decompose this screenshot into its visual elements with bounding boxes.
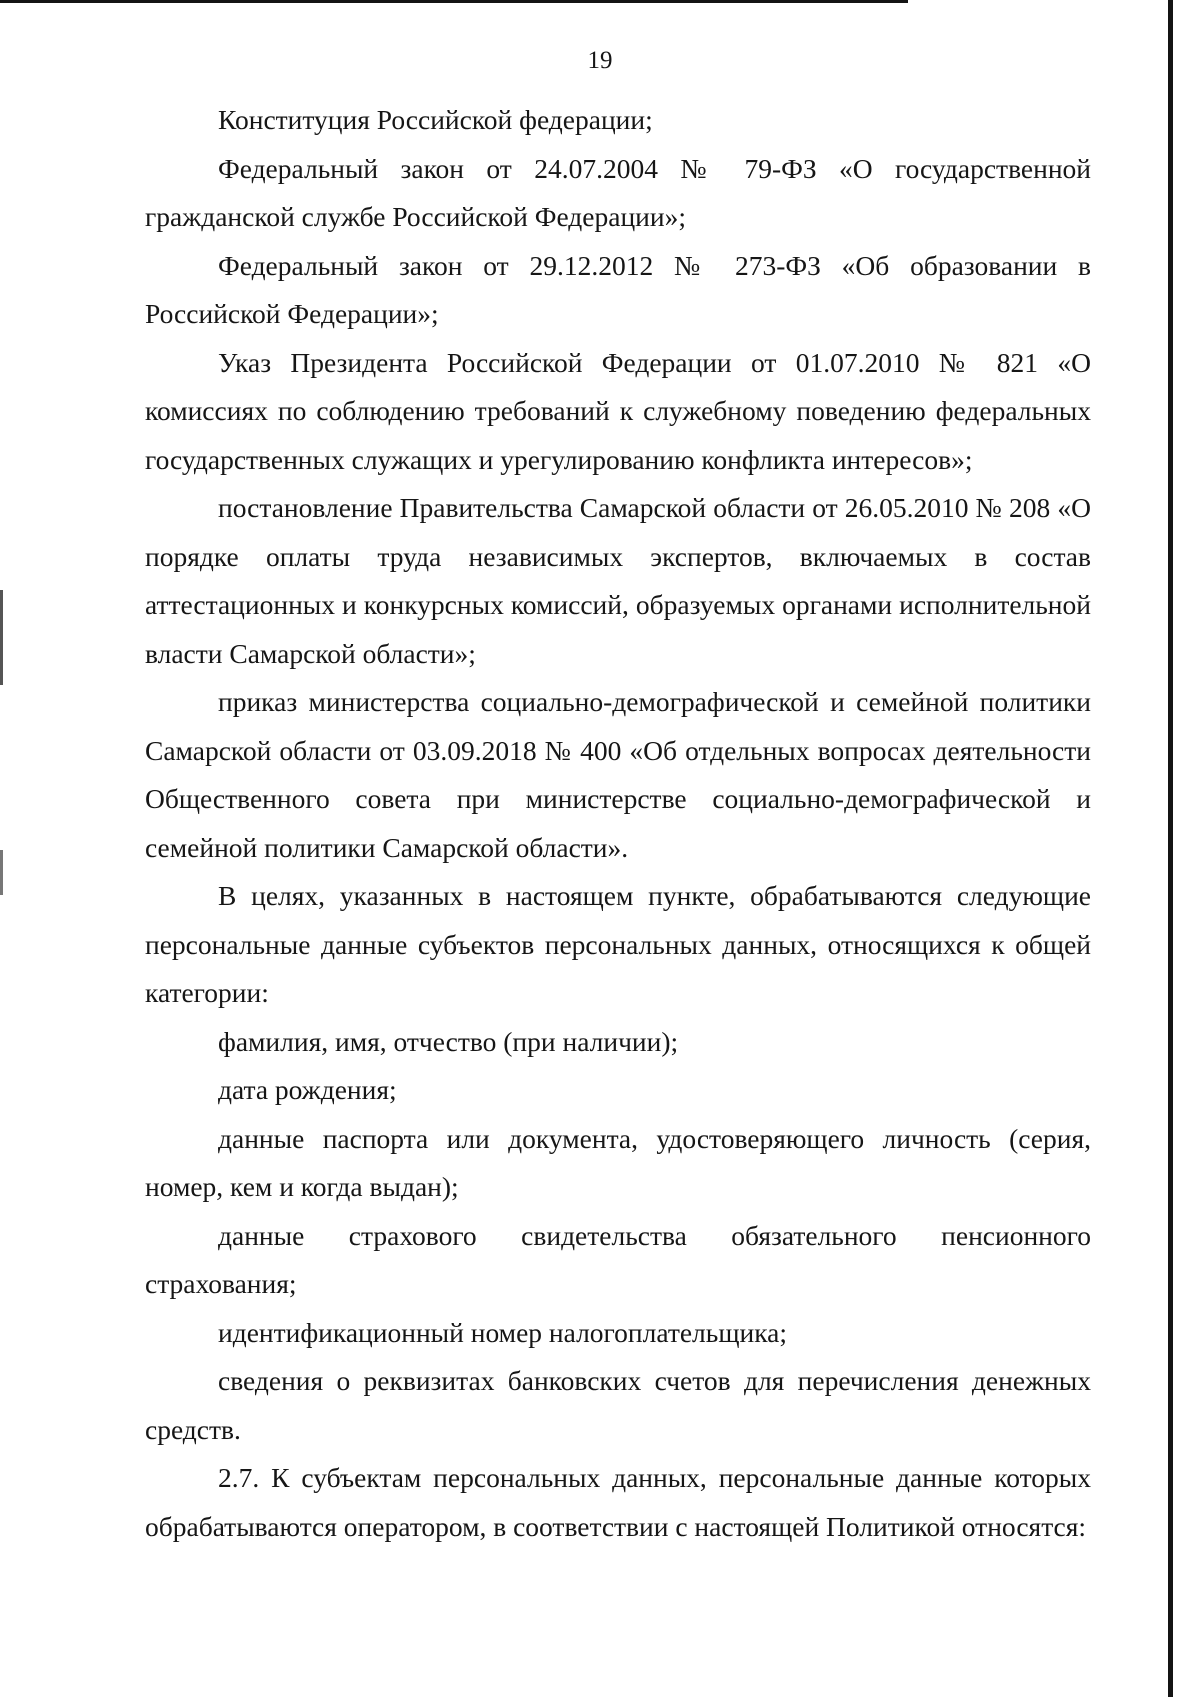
list-item-taxpayer-number: идентификационный номер налогоплательщика; — [218, 1316, 788, 1348]
scan-border-right — [1168, 0, 1173, 1697]
document-body — [145, 96, 1091, 1551]
paragraph-constitution: Конституция Российской федерации; — [218, 104, 653, 135]
page-number: 19 — [587, 47, 613, 74]
paragraph-government-resolution-208: постановление Правительства Самарской области от 26.05.2010 № 208 «О порядке оплаты труда независимых экспертов, включаемых в состав аттестационных и конкурсных комиссий, образуемых органами исполнительной власти Самарской области»; — [145, 492, 1091, 669]
paragraph-section-2-7: 2.7. К субъектам персональных данных, персональные данные которых обрабатываются оператором, в соответствии с настоящей Политикой относятся: — [145, 1462, 1091, 1542]
list-item-birth-date: дата рождения; — [218, 1074, 397, 1105]
paragraph-federal-law-273: Федеральный закон от 29.12.2012 № 273-ФЗ «Об образовании в Российской Федерации»; — [145, 249, 1091, 329]
list-item-full-name: фамилия, имя, отчество (при наличии); — [218, 1025, 679, 1057]
list-item-passport: данные паспорта или документа, удостоверяющего личность (серия, номер, кем и когда выдан); — [145, 1122, 1091, 1202]
list-item-pension-insurance: данные страхового свидетельства обязательного пенсионного страхования; — [145, 1219, 1091, 1299]
paragraph-federal-law-79: Федеральный закон от 24.07.2004 № 79-ФЗ «О государственной гражданской службе Российской Федерации»; — [145, 152, 1091, 232]
paragraph-purposes-intro: В целях, указанных в настоящем пункте, обрабатываются следующие персональные данные субъектов персональных данных, относящихся к общей категории: — [145, 880, 1091, 1008]
paragraph-presidential-decree-821: Указ Президента Российской Федерации от 01.07.2010 № 821 «О комиссиях по соблюдению требований к служебному поведению федеральных государственных служащих и урегулированию конфликта интересов»; — [145, 346, 1091, 475]
scan-border-left-mark — [0, 590, 3, 685]
scan-border-left-mark — [0, 850, 3, 895]
paragraph-ministry-order-400: приказ министерства социально-демографической и семейной политики Самарской области от 03.09.2018 № 400 «Об отдельных вопросах деятельности Общественного совета при министерстве социально-демографической и семейной политики Самарской области». — [145, 686, 1091, 863]
scan-border-top — [0, 0, 908, 3]
list-item-bank-details: сведения о реквизитах банковских счетов для перечисления денежных средств. — [145, 1365, 1091, 1445]
